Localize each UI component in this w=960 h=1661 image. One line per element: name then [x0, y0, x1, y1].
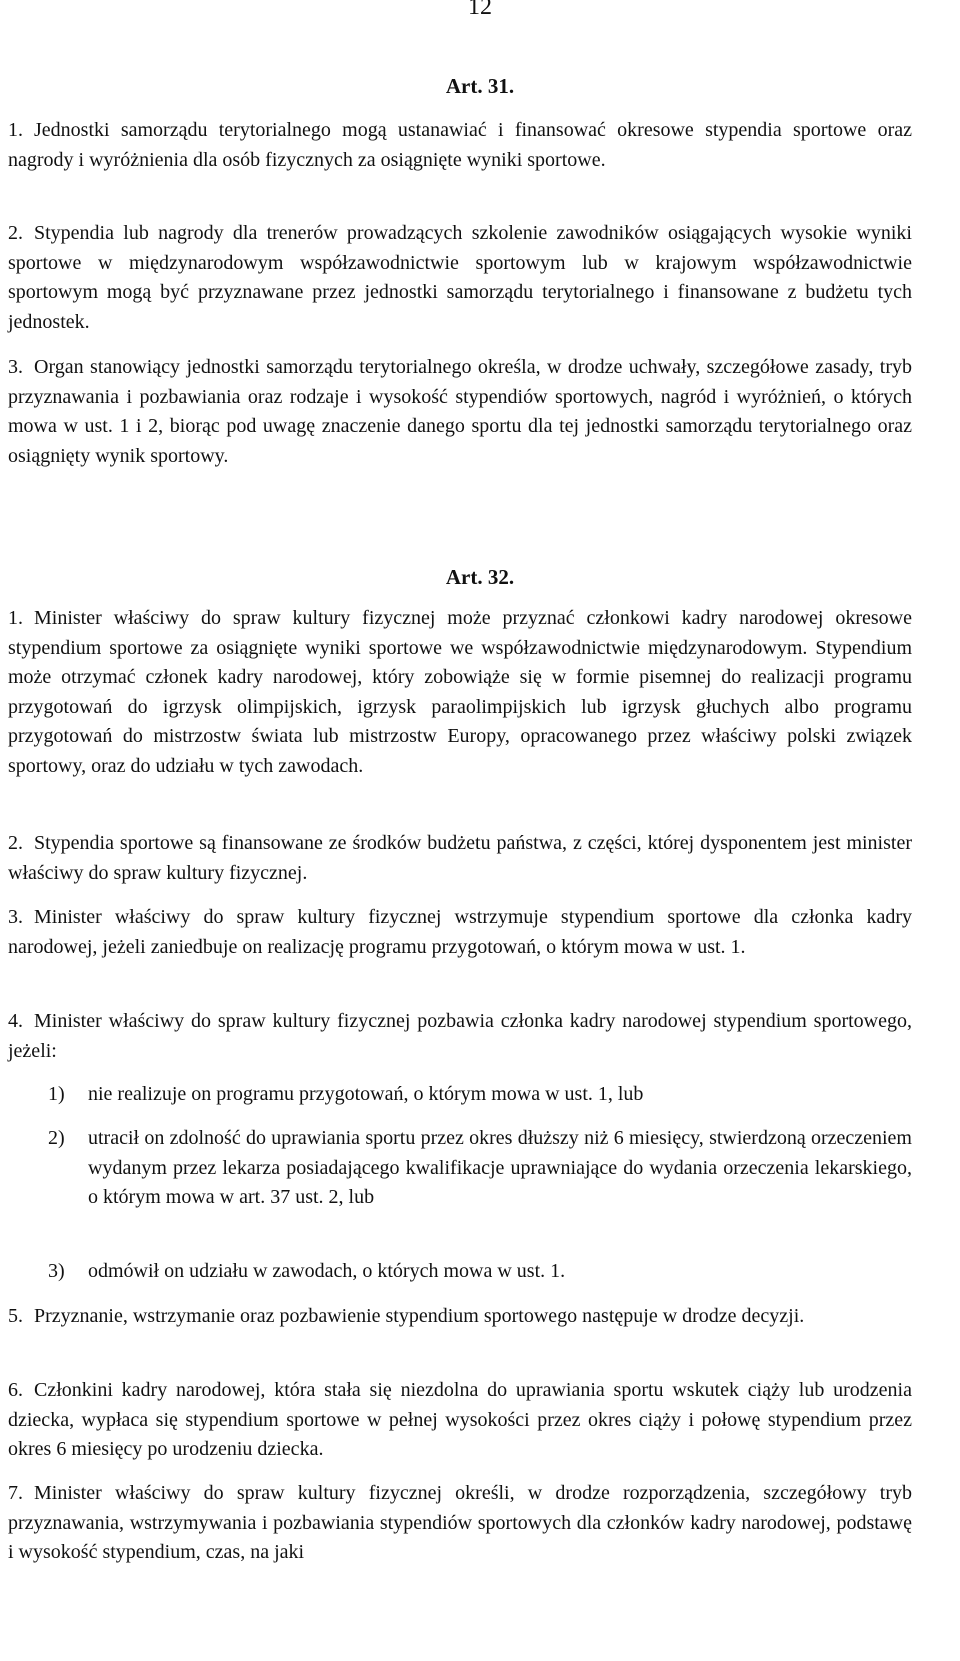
paragraph-number: 1.: [8, 119, 23, 141]
article-32-paragraph-2: [8, 829, 912, 888]
paragraph-text: Organ stanowiący jednostki samorządu terytorialnego określa, w drodze uchwały, szczegółowe zasady, tryb przyznawania i pozbawiania oraz rodzaje i wysokość stypendiów sportowych, nagród i wyróżnień, o których mowa w ust. 1 i 2, biorąc pod uwagę znaczenie danego sportu dla tej jednostki samorządu terytorialnego oraz osiągnięty wynik sportowy.: [8, 356, 912, 467]
list-item-number: 3): [48, 1260, 65, 1282]
paragraph-number: 1.: [8, 607, 23, 629]
list-item-number: 2): [48, 1127, 65, 1149]
article-32-paragraph-1: [8, 604, 912, 781]
paragraph-number: 2.: [8, 832, 23, 854]
paragraph-text: Minister właściwy do spraw kultury fizycznej pozbawia członka kadry narodowej stypendium sportowego, jeżeli:: [8, 1010, 912, 1062]
list-item-number: 1): [48, 1083, 65, 1105]
page-number: 12: [468, 0, 492, 20]
paragraph-number: 7.: [8, 1482, 23, 1504]
article-32-paragraph-4: [8, 1007, 912, 1066]
paragraph-text: Stypendia lub nagrody dla trenerów prowadzących szkolenie zawodników osiągających wysokie wyniki sportowe w międzynarodowym współzawodnictwie sportowym lub w krajowym współzawodnictwie sportowym mogą być przyznawane przez jednostki samorządu terytorialnego i finansowane z budżetu tych jednostek.: [8, 222, 912, 333]
article-32-heading: Art. 32.: [445, 565, 515, 589]
list-item-text: utracił on zdolność do uprawiania sportu przez okres dłuższy niż 6 miesięcy, stwierdzoną orzeczeniem wydanym przez lekarza posiadającego kwalifikacje uprawniające do wydania orzeczenia lekarskiego, o którym mowa w art. 37 ust. 2, lub: [88, 1127, 912, 1208]
paragraph-text: Jednostki samorządu terytorialnego mogą ustanawiać i finansować okresowe stypendia sportowe oraz nagrody i wyróżnienia dla osób fizycznych za osiągnięte wyniki sportowe.: [8, 119, 912, 171]
list-item-text: odmówił on udziału w zawodach, o których mowa w ust. 1.: [88, 1260, 566, 1282]
paragraph-text: Minister właściwy do spraw kultury fizycznej wstrzymuje stypendium sportowe dla członka kadry narodowej, jeżeli zaniedbuje on realizację programu przygotowań, o którym mowa w ust. 1.: [8, 906, 912, 958]
paragraph-number: 3.: [8, 356, 23, 378]
paragraph-number: 2.: [8, 222, 23, 244]
paragraph-text: Stypendia sportowe są finansowane ze środków budżetu państwa, z części, której dysponentem jest minister właściwy do spraw kultury fizycznej.: [8, 832, 912, 884]
paragraph-number: 5.: [8, 1305, 23, 1327]
list-item: [48, 1080, 912, 1110]
article-32-paragraph-3: [8, 903, 912, 962]
list-item-text: nie realizuje on programu przygotowań, o którym mowa w ust. 1, lub: [88, 1083, 644, 1105]
paragraph-number: 6.: [8, 1379, 23, 1401]
article-31-paragraph-2: [8, 219, 912, 337]
article-32-paragraph-7: [8, 1479, 912, 1568]
list-item: [48, 1124, 912, 1213]
article-31-paragraph-1: [8, 116, 912, 175]
article-32-paragraph-6: [8, 1376, 912, 1465]
list-item: [48, 1257, 912, 1287]
paragraph-text: Minister właściwy do spraw kultury fizycznej określi, w drodze rozporządzenia, szczegółowy tryb przyznawania, wstrzymywania i pozbawiania stypendiów sportowych dla członków kadry narodowej, podstawę i wysokość stypendium, czas, na jaki: [8, 1482, 912, 1563]
article-32-paragraph-5: [8, 1302, 912, 1332]
article-31-paragraph-3: [8, 353, 912, 471]
article-31-heading: Art. 31.: [445, 74, 515, 98]
paragraph-text: Członkini kadry narodowej, która stała się niezdolna do uprawiania sportu wskutek ciąży lub urodzenia dziecka, wypłaca się stypendium sportowe w pełnej wysokości przez okres ciąży i połowę stypendium przez okres 6 miesięcy po urodzeniu dziecka.: [8, 1379, 912, 1460]
paragraph-text: Przyznanie, wstrzymanie oraz pozbawienie stypendium sportowego następuje w drodze decyzji.: [34, 1305, 805, 1327]
paragraph-number: 3.: [8, 906, 23, 928]
paragraph-text: Minister właściwy do spraw kultury fizycznej może przyznać członkowi kadry narodowej okresowe stypendium sportowe za osiągnięte wyniki sportowe we współzawodnictwie międzynarodowym. Stypendium może otrzymać członek kadry narodowej, który zobowiąże się w formie pisemnej do realizacji programu przygotowań do igrzysk olimpijskich, igrzysk paraolimpijskich lub igrzysk głuchych albo programu przygotowań do mistrzostw świata lub mistrzostw Europy, opracowanego przez właściwy polski związek sportowy, oraz do udziału w tych zawodach.: [8, 607, 912, 777]
paragraph-number: 4.: [8, 1010, 23, 1032]
